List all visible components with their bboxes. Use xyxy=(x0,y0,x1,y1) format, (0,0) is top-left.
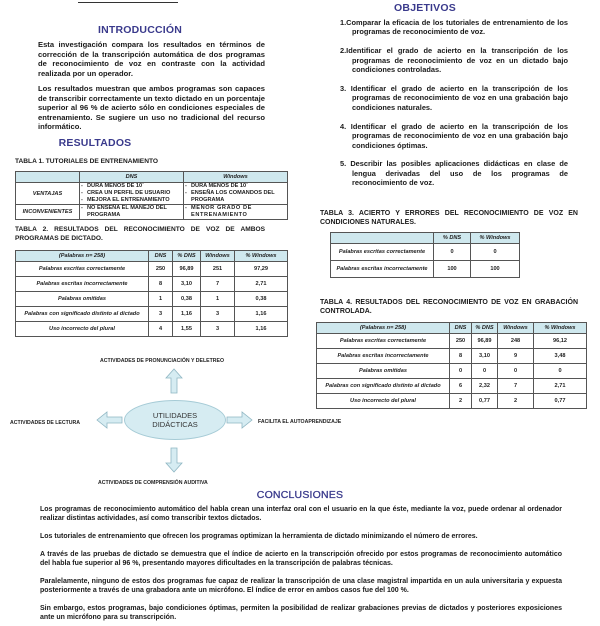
table-row xyxy=(16,307,288,322)
arrow-right-icon xyxy=(227,412,252,428)
tabla2 xyxy=(15,250,288,337)
table-cell: 0,38 xyxy=(235,292,288,307)
table-cell: Palabras escritas correctamente xyxy=(317,334,450,349)
objetivo-item: 4. Identificar el grado de acierto en la transcripción de los programas de reconocimiento de voz en una grabación bajo condiciones óptimas. xyxy=(340,121,568,150)
table-row xyxy=(331,261,520,278)
table-cell: 0 xyxy=(534,364,587,379)
conclusion-paragraph: A través de las pruebas de dictado se demuestra que el índice de acierto en la transcripción ofrecido por estos programas de reconocimiento automático del habla fue superior al 96 %, presentando mayores dificultades en la transcripción de palabras técnicas. xyxy=(40,551,562,567)
table-cell: Palabras omitidas xyxy=(16,292,149,307)
tabla3 xyxy=(330,232,520,278)
conclusion-paragraph: Los tutoriales de entrenamiento que ofrecen los programas optimizan la herramienta de dictado minimizando el número de errores. xyxy=(40,533,478,540)
conclusiones-title: CONCLUSIONES xyxy=(256,489,344,501)
table-cell: Palabras escritas correctamente xyxy=(16,262,149,277)
tabla3-header: % DNS xyxy=(434,233,471,244)
table-cell: Palabras escritas incorrectamente xyxy=(317,349,450,364)
top-rule xyxy=(78,2,178,3)
ellipse-line-2: DIDÁCTICAS xyxy=(152,420,198,429)
table-cell: Palabras escritas incorrectamente xyxy=(16,277,149,292)
tabla1-cell xyxy=(80,183,184,205)
table-cell: 1,55 xyxy=(173,322,201,337)
conclusiones-body xyxy=(40,505,562,626)
table-cell: 250 xyxy=(450,334,472,349)
list-item: - MENOR GRADO DE ENTRENAMIENTO xyxy=(184,205,287,219)
tabla1-header-windows: Windows xyxy=(184,172,288,183)
table-row xyxy=(16,205,288,220)
ellipse-line-1: UTILIDADES xyxy=(152,411,198,420)
table-cell: 0,38 xyxy=(173,292,201,307)
objetivos-list xyxy=(340,18,568,197)
table-cell: Uso incorrecto del plural xyxy=(16,322,149,337)
objetivo-item: 1.Comparar la eficacia de los tutoriales de entrenamiento de los programas de reconocimiento de voz. xyxy=(340,18,568,37)
table-cell: 1 xyxy=(201,292,235,307)
introduccion-paragraph-1: Esta investigación compara los resultados en términos de corrección de la transcripción automática de dos programas de reconocimiento de voz en contraste con la actividad realizada por un operador. xyxy=(38,40,265,78)
tabla4-header: DNS xyxy=(450,323,472,334)
table-cell: 0 xyxy=(434,244,471,261)
table-cell: 96,12 xyxy=(534,334,587,349)
introduccion-paragraph-2: Los resultados muestran que ambos programas son capaces de transcribir correctamente un texto dictado en un porcentaje superior al 96 % de acierto sólo en condiciones especiales de entrenamiento. Se sugiere un uso no tradicional del recurso informático. xyxy=(38,84,265,132)
table-cell: Palabras escritas incorrectamente xyxy=(331,261,434,278)
table-cell: 2,71 xyxy=(235,277,288,292)
list-item: - DURA MENOS DE 10´ xyxy=(184,183,287,190)
tabla4-header: % DNS xyxy=(472,323,498,334)
table-cell: Palabras con significado distinto al dictado xyxy=(317,379,450,394)
list-item: - MEJORA EL ENTRENAMIENTO xyxy=(80,197,183,204)
table-cell: 6 xyxy=(450,379,472,394)
table-row xyxy=(331,244,520,261)
tabla2-header: DNS xyxy=(149,251,173,262)
tabla3-header: % Windows xyxy=(471,233,520,244)
table-cell: Palabras omitidas xyxy=(317,364,450,379)
tabla1-header-empty xyxy=(16,172,80,183)
conclusion-paragraph: Sin embargo, estos programas, bajo condiciones óptimas, permiten la posibilidad de realizar grabaciones previas de dictados y posteriores exposiciones ante un micrófono para su transcripción. xyxy=(40,605,562,621)
arrow-left-icon xyxy=(97,412,122,428)
table-row xyxy=(16,262,288,277)
table-cell: 0 xyxy=(498,364,534,379)
table-cell: 1,16 xyxy=(235,322,288,337)
table-cell: 9 xyxy=(498,349,534,364)
objetivo-item: 2.Identificar el grado de acierto en la transcripción de los programas de reconocimiento de voz en un dictado bajo condiciones controladas. xyxy=(340,46,568,75)
arrow-down-icon xyxy=(166,448,182,472)
tabla2-header: % Windows xyxy=(235,251,288,262)
tabla1-header-dns: DNS xyxy=(80,172,184,183)
table-cell: 0 xyxy=(450,364,472,379)
tabla2-header: % DNS xyxy=(173,251,201,262)
table-row xyxy=(317,364,587,379)
table-cell: 3,10 xyxy=(472,349,498,364)
table-cell: 96,89 xyxy=(472,334,498,349)
table-cell: 3 xyxy=(149,307,173,322)
introduccion-title: INTRODUCCIÓN xyxy=(97,24,183,36)
list-item: - DURA MENOS DE 10´ xyxy=(80,183,183,190)
table-cell: 2 xyxy=(498,394,534,409)
table-cell: 3 xyxy=(201,307,235,322)
table-cell: 100 xyxy=(471,261,520,278)
table-row xyxy=(16,292,288,307)
table-cell: 248 xyxy=(498,334,534,349)
tabla1-row-label: VENTAJAS xyxy=(16,183,80,205)
conclusion-paragraph: Paralelamente, ninguno de estos dos programas fue capaz de realizar la transcripción de una clase magistral impartida en un aula universitaria y expuesta posteriormente a través de una grabadora ante un micrófono. El índice de error en ambos casos fue del 100 %. xyxy=(40,578,562,594)
table-cell: 97,29 xyxy=(235,262,288,277)
tabla3-header xyxy=(331,233,434,244)
objetivo-item: 3. Identificar el grado de acierto en la transcripción de los programas de reconocimiento de voz en una grabación bajo condiciones naturales. xyxy=(340,84,568,112)
table-row xyxy=(16,183,288,205)
arrow-up-icon xyxy=(166,369,182,393)
resultados-title: RESULTADOS xyxy=(58,137,132,149)
table-cell: Uso incorrecto del plural xyxy=(317,394,450,409)
table-cell: 8 xyxy=(450,349,472,364)
table-row xyxy=(16,322,288,337)
tabla4-header: (Palabras n= 258) xyxy=(317,323,450,334)
table-cell: 3,48 xyxy=(534,349,587,364)
table-cell: 250 xyxy=(149,262,173,277)
table-cell: 0 xyxy=(472,364,498,379)
tabla4-header: % Windows xyxy=(534,323,587,334)
tabla2-header: (Palabras n= 258) xyxy=(16,251,149,262)
tabla1-row-label: INCONVENIENTES xyxy=(16,205,80,220)
table-row xyxy=(16,277,288,292)
conclusion-paragraph: Los programas de reconocimiento automático del habla crean una interfaz oral con el usuario en la que éste, mediante la voz, puede ordenar al ordenador realizar distintas actividades, así como transcribir textos dictados. xyxy=(40,506,562,522)
diagram-label-top: ACTIVIDADES DE PRONUNCIACIÓN Y DELETREO xyxy=(100,358,225,364)
table-cell: 96,89 xyxy=(173,262,201,277)
table-row xyxy=(317,334,587,349)
table-cell: 0 xyxy=(471,244,520,261)
table-row xyxy=(317,349,587,364)
diagram-label-bottom: ACTIVIDADES DE COMPRENSIÓN AUDITIVA xyxy=(98,480,208,486)
table-cell: 2,71 xyxy=(534,379,587,394)
table-cell: 3,10 xyxy=(173,277,201,292)
table-row xyxy=(317,379,587,394)
table-cell: 2 xyxy=(450,394,472,409)
objetivo-item: 5. Describir las posibles aplicaciones didácticas en clase de lengua derivadas del uso de los programas de reconocimiento de voz. xyxy=(340,159,568,188)
tabla2-header: Windows xyxy=(201,251,235,262)
diagram-label-right: FACILITA EL AUTOAPRENDIZAJE xyxy=(258,419,342,425)
table-cell: 251 xyxy=(201,262,235,277)
list-item: - CREA UN PERFIL DE USUARIO xyxy=(80,190,183,197)
table-cell: 1 xyxy=(149,292,173,307)
table-cell: 1,16 xyxy=(173,307,201,322)
utilidades-ellipse xyxy=(124,400,226,440)
tabla1-cell xyxy=(184,205,288,220)
tabla4-header: Windows xyxy=(498,323,534,334)
table-cell: 4 xyxy=(149,322,173,337)
list-item: - NO ENSEÑA EL MANEJO DEL PROGRAMA xyxy=(80,205,183,219)
table-cell: Palabras con significado distinto al dictado xyxy=(16,307,149,322)
table-row xyxy=(317,394,587,409)
objetivos-title: OBJETIVOS xyxy=(394,2,456,14)
tabla1-cell xyxy=(184,183,288,205)
tabla1-caption: TABLA 1. TUTORIALES DE ENTRENAMIENTO xyxy=(15,158,158,165)
table-cell: 7 xyxy=(498,379,534,394)
table-cell: 8 xyxy=(149,277,173,292)
table-cell: 100 xyxy=(434,261,471,278)
diagram-label-left: ACTIVIDADES DE LECTURA xyxy=(10,420,81,426)
table-cell: 2,32 xyxy=(472,379,498,394)
tabla2-caption: TABLA 2. RESULTADOS DEL RECONOCIMIENTO DE VOZ DE AMBOS PROGRAMAS DE DICTADO. xyxy=(15,226,265,242)
table-cell: 0,77 xyxy=(534,394,587,409)
table-cell: Palabras escritas correctamente xyxy=(331,244,434,261)
tabla4-caption: TABLA 4. RESULTADOS DEL RECONOCIMIENTO DE VOZ EN GRABACIÓN CONTROLADA. xyxy=(320,299,578,315)
tabla4 xyxy=(316,322,587,409)
table-cell: 1,16 xyxy=(235,307,288,322)
list-item: - ENSEÑA LOS COMANDOS DEL PROGRAMA xyxy=(184,190,287,204)
table-cell: 3 xyxy=(201,322,235,337)
tabla1-cell xyxy=(80,205,184,220)
tabla3-caption: TABLA 3. ACIERTO Y ERRORES DEL RECONOCIMIENTO DE VOZ EN CONDICIONES NATURALES. xyxy=(320,210,578,226)
table-cell: 0,77 xyxy=(472,394,498,409)
table-cell: 7 xyxy=(201,277,235,292)
tabla1 xyxy=(15,171,288,220)
